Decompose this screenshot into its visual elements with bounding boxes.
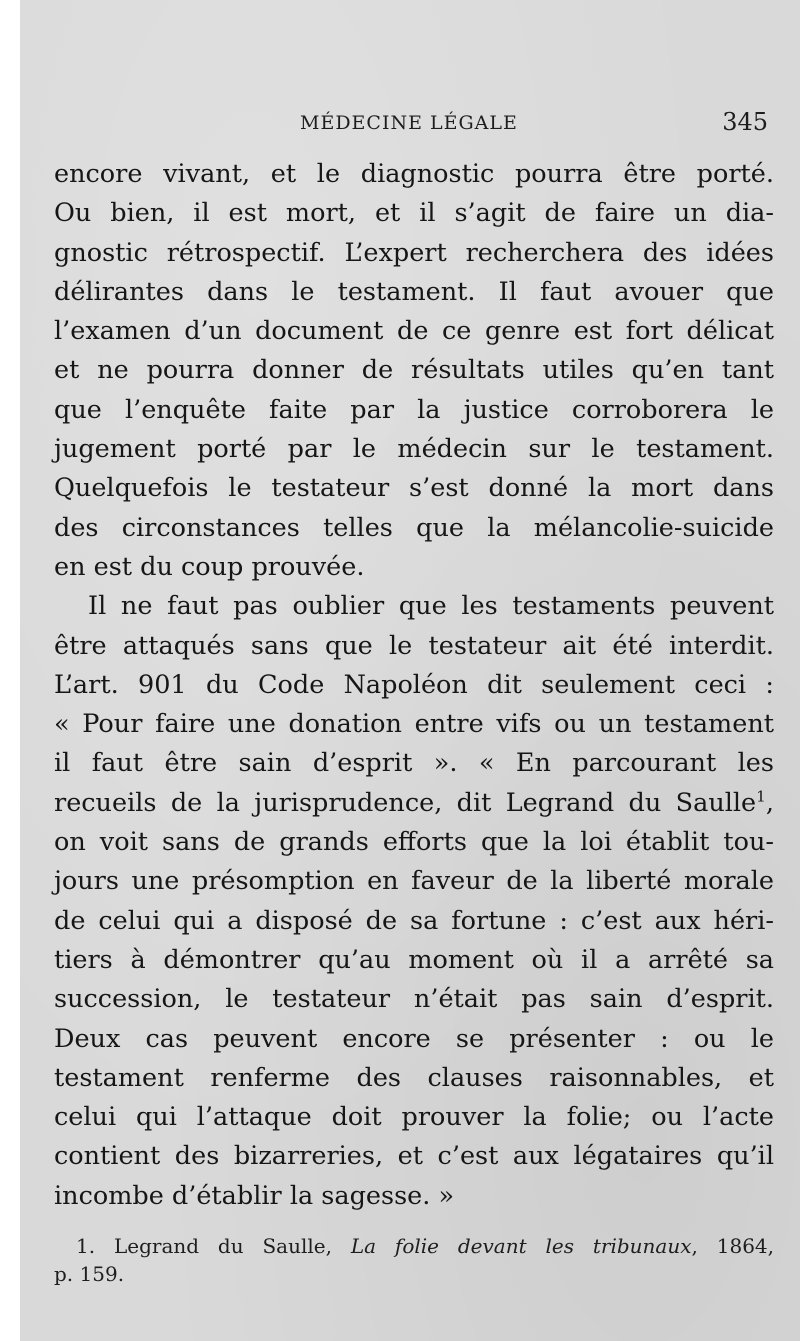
text-line: encore vivant, et le diagnostic pourra être porté. [54,159,774,189]
text-line: incombe d’établir la sagesse. » [54,1180,455,1211]
text-line: il faut être sain d’esprit ». « En parcourant les [54,748,774,779]
footnote [54,1232,774,1288]
text-line: l’examen d’un document de ce genre est fort délicat [54,316,774,347]
footnote-title: La folie devant les tribunaux [350,1234,692,1258]
text-line: tiers à démontrer qu’au moment où il a arrêté sa [54,944,774,975]
text-line-with-footnote [54,784,774,823]
footnote-number: 1. [76,1234,96,1258]
footnote-line [54,1232,774,1260]
text-line-main: recueils de la jurisprudence, dit Legrand du Saulle [54,787,757,818]
running-title: MÉDECINE LÉGALE [300,112,518,134]
text-line: des circonstances telles que la mélancolie-suicide [54,512,774,543]
body-text [54,155,774,1216]
text-line: en est du coup prouvée. [54,551,365,582]
text-line: et ne pourra donner de résultats utiles qu’en tant [54,355,774,386]
text-line: Quelquefois le testateur s’est donné la mort dans [54,473,774,504]
footnote-marker: 1 [756,787,766,806]
text-line: gnostic rétrospectif. L’expert recherchera des idées [54,237,774,268]
text-line: jours une présomption en faveur de la liberté morale [54,866,774,897]
text-line: testament renferme des clauses raisonnables, et [54,1062,774,1093]
text-line: Deux cas peuvent encore se présenter : ou le [54,1023,774,1054]
text-line: Ou bien, il est mort, et il s’agit de faire un dia- [54,198,774,229]
text-line: celui qui l’attaque doit prouver la folie; ou l’acte [54,1102,774,1133]
text-line: de celui qui a disposé de sa fortune : c’est aux héri- [54,905,774,936]
footnote-author: Legrand du Saulle, [113,1234,332,1258]
text-line: jugement porté par le médecin sur le testament. [54,434,774,465]
text-line: être attaqués sans que le testateur ait été interdit. [54,630,774,661]
text-line-tail: , [765,787,774,818]
text-line: délirantes dans le testament. Il faut avouer que [54,276,774,307]
text-line: que l’enquête faite par la justice corroborera le [54,394,774,425]
book-page [20,0,800,1341]
text-line: succession, le testateur n’était pas sain d’esprit. [54,984,774,1015]
text-line: Il ne faut pas oublier que les testaments peuvent [88,591,774,622]
footnote-page: p. 159. [54,1262,125,1286]
text-line: L’art. 901 du Code Napoléon dit seulement ceci : [54,669,774,700]
footnote-year: , 1864, [691,1234,774,1258]
text-line: on voit sans de grands efforts que la loi établit tou- [54,827,774,858]
page-number: 345 [722,108,768,136]
text-line: « Pour faire une donation entre vifs ou un testament [54,709,774,740]
running-head [20,108,800,142]
text-line: contient des bizarreries, et c’est aux légataires qu’il [54,1141,774,1172]
